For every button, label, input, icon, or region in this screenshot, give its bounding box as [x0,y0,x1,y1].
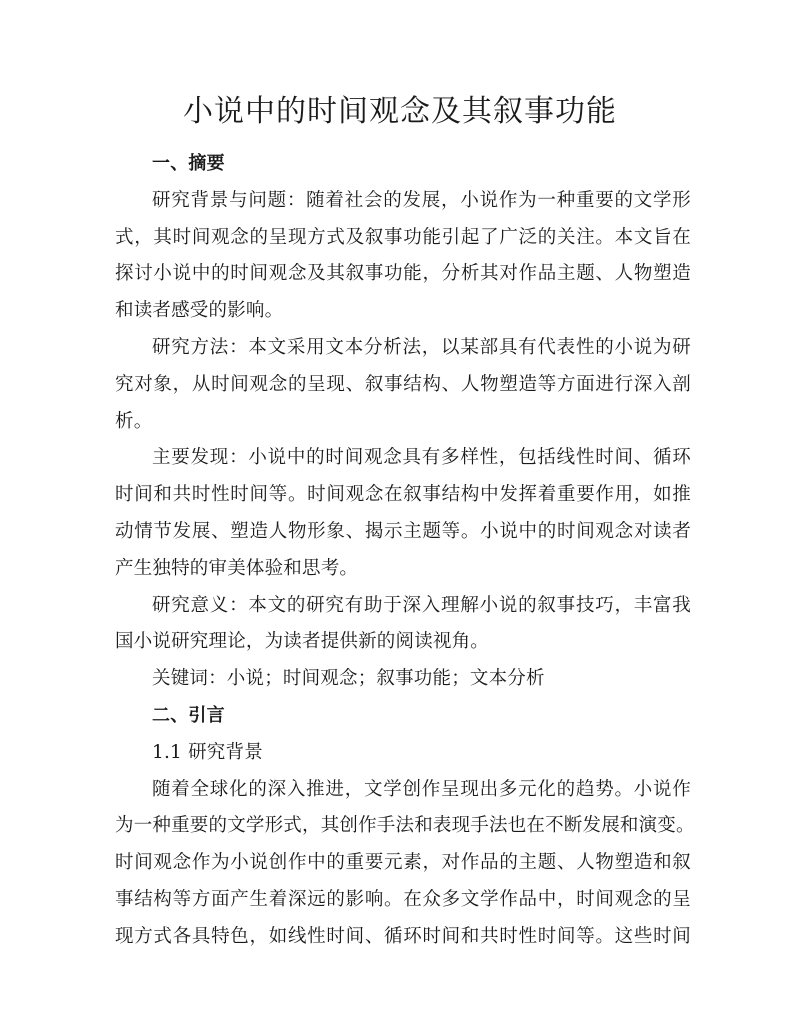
text-line: 事结构等方面产生着深远的影响。在众多文学作品中，时间观念的呈 [115,888,691,910]
keywords-line: 关键词：小说；时间观念；叙事功能；文本分析 [152,668,545,690]
subsection-heading-background: 1.1 研究背景 [152,741,263,763]
paragraph-background [115,183,691,330]
text-line: 动情节发展、塑造人物形象、揭示主题等。小说中的时间观念对读者 [115,520,691,542]
text-line: 究对象，从时间观念的呈现、叙事结构、人物塑造等方面进行深入剖 [115,373,691,395]
section-heading-abstract: 一、摘要 [152,153,225,174]
text-line: 探讨小说中的时间观念及其叙事功能，分析其对作品主题、人物塑造 [115,263,691,285]
document-title: 小说中的时间观念及其叙事功能 [183,94,617,129]
text-line: 现方式各具特色，如线性时间、循环时间和共时性时间等。这些时间 [115,925,691,947]
text-line: 为一种重要的文学形式，其创作手法和表现手法也在不断发展和演变。 [115,815,695,837]
paragraph-significance [115,588,691,662]
text-line: 产生独特的审美体验和思考。 [115,557,359,579]
text-line: 主要发现：小说中的时间观念具有多样性，包括线性时间、循环 [152,447,691,469]
text-line: 时间观念作为小说创作中的重要元素，对作品的主题、人物塑造和叙 [115,852,691,874]
paragraph-findings [115,440,691,587]
text-line: 时间和共时性时间等。时间观念在叙事结构中发挥着重要作用，如推 [115,484,691,506]
text-line: 析。 [115,410,153,432]
paragraph-keywords [115,661,691,698]
document-body [115,146,695,956]
section-heading-introduction: 二、引言 [152,704,225,726]
text-line: 式，其时间观念的呈现方式及叙事功能引起了广泛的关注。本文旨在 [115,226,691,248]
text-line: 随着全球化的深入推进，文学创作呈现出多元化的趋势。小说作 [152,778,691,800]
text-line: 研究意义：本文的研究有助于深入理解小说的叙事技巧，丰富我 [152,594,691,616]
text-line: 研究背景与问题：随着社会的发展，小说作为一种重要的文学形 [152,189,691,211]
text-line: 研究方法：本文采用文本分析法，以某部具有代表性的小说为研 [152,336,691,358]
text-line: 国小说研究理论，为读者提供新的阅读视角。 [115,631,490,653]
paragraph-method [115,330,691,440]
text-line: 和读者感受的影响。 [115,300,284,322]
paragraph-intro-background [115,772,695,956]
